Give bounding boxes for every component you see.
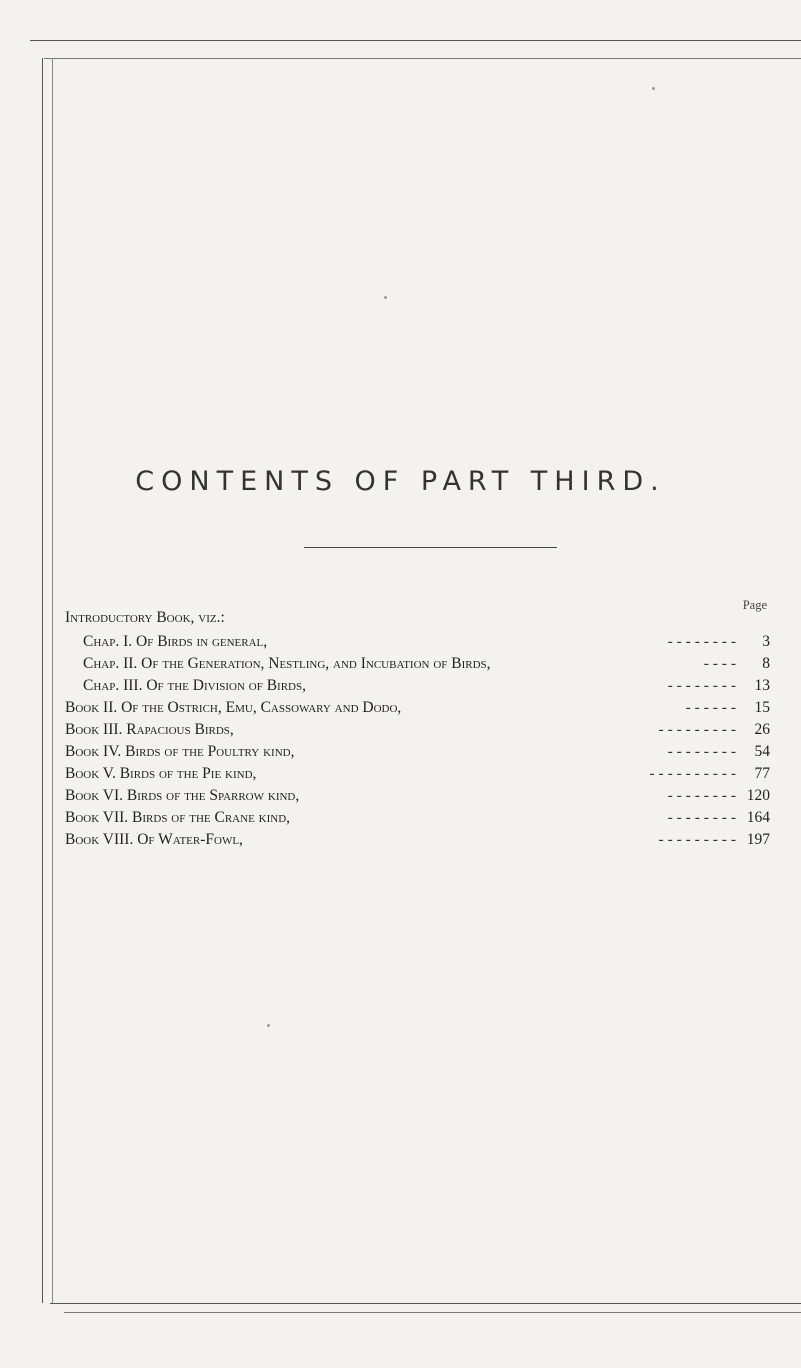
- toc-entry-label: Book VI. Birds of the Sparrow kind,: [65, 787, 300, 804]
- toc-entry-leader: - - - - - - - -: [667, 809, 736, 826]
- toc-entry[interactable]: [65, 677, 770, 699]
- page-border-left-inner: [52, 58, 53, 1303]
- title-divider: [304, 547, 557, 548]
- toc-entry[interactable]: [65, 721, 770, 743]
- page-title: CONTENTS OF PART THIRD.: [135, 466, 666, 497]
- scan-speck: [384, 296, 387, 299]
- toc-entry[interactable]: [65, 787, 770, 809]
- toc-entry-label: Book VII. Birds of the Crane kind,: [65, 809, 291, 826]
- toc-entry-leader: - - - - - - - -: [667, 743, 736, 760]
- toc-entry[interactable]: [65, 809, 770, 831]
- toc-entry[interactable]: [65, 655, 770, 677]
- toc-entry-label: Chap. I. Of Birds in general,: [83, 633, 268, 650]
- toc-entry-label: Book VIII. Of Water-Fowl,: [65, 831, 243, 848]
- toc-entry-leader: - - - - - - - - - -: [649, 765, 736, 782]
- toc-entry-label: Book II. Of the Ostrich, Emu, Cassowary and Dodo,: [65, 699, 402, 716]
- page-border-bottom: [50, 1303, 801, 1304]
- toc-entry-page: 197: [746, 831, 770, 848]
- toc-entry-page: 164: [746, 809, 770, 826]
- page-column-label: Page: [742, 598, 767, 612]
- toc-entry-label: Book III. Rapacious Birds,: [65, 721, 234, 738]
- page-border-top: [30, 40, 801, 41]
- toc-entry-page: 8: [762, 655, 770, 672]
- toc-entry[interactable]: [65, 743, 770, 765]
- toc-entry-leader: - - - - - - - -: [667, 633, 736, 650]
- toc-entry-page: 3: [762, 633, 770, 650]
- toc-entry-leader: - - - - - - - - -: [658, 831, 736, 848]
- toc-entry-label: Book V. Birds of the Pie kind,: [65, 765, 257, 782]
- toc-entry-page: 54: [754, 743, 770, 760]
- toc-entry-leader: - - - - - -: [685, 699, 736, 716]
- toc-entry-label: Chap. III. Of the Division of Birds,: [83, 677, 306, 694]
- scan-speck: [652, 87, 655, 90]
- intro-heading: Introductory Book, viz.:: [65, 609, 225, 626]
- toc-entry-page: 13: [754, 677, 770, 694]
- toc-entry-page: 120: [746, 787, 770, 804]
- toc-entry-page: 77: [754, 765, 770, 782]
- toc-entry-leader: - - - -: [703, 655, 736, 672]
- page-border-top-inner: [44, 58, 801, 59]
- toc-entry-page: 26: [754, 721, 770, 738]
- page-border-bottom-inner: [64, 1312, 801, 1313]
- toc-entry-leader: - - - - - - - - -: [658, 721, 736, 738]
- toc-entry-leader: - - - - - - - -: [667, 787, 736, 804]
- toc-entry-leader: - - - - - - - -: [667, 677, 736, 694]
- scan-speck: [267, 1024, 270, 1027]
- toc-entry[interactable]: [65, 765, 770, 787]
- page-border-left: [42, 58, 43, 1303]
- toc-entry-page: 15: [754, 699, 770, 716]
- toc-entry-label: Book IV. Birds of the Poultry kind,: [65, 743, 295, 760]
- toc-entry[interactable]: [65, 699, 770, 721]
- toc-entry[interactable]: [65, 633, 770, 655]
- toc-entry-label: Chap. II. Of the Generation, Nestling, and Incubation of Birds,: [83, 655, 491, 672]
- toc-entry[interactable]: [65, 831, 770, 853]
